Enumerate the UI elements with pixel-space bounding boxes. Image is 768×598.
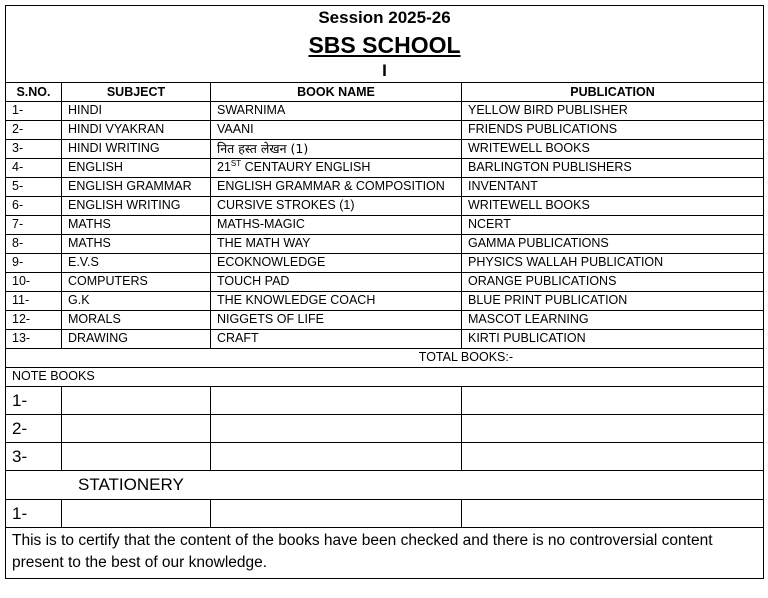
book-cell: TOUCH PAD xyxy=(211,273,462,292)
table-row xyxy=(6,330,764,349)
book-cell: THE KNOWLEDGE COACH xyxy=(211,292,462,311)
subject-cell: HINDI xyxy=(62,102,211,121)
subject-cell: COMPUTERS xyxy=(62,273,211,292)
total-books-label: TOTAL BOOKS:- xyxy=(6,349,764,368)
book-cell: VAANI xyxy=(211,121,462,140)
col-header-publication: PUBLICATION xyxy=(462,83,764,102)
book-cell: ENGLISH GRAMMAR & COMPOSITION xyxy=(211,178,462,197)
notebook-sno: 1- xyxy=(6,387,62,415)
book-cell xyxy=(211,159,462,178)
stationery-label: STATIONERY xyxy=(6,471,764,500)
notebook-name-cell[interactable] xyxy=(211,443,462,471)
stationery-name-cell[interactable] xyxy=(211,500,462,528)
notebooks-header-row xyxy=(6,368,764,387)
publication-cell: GAMMA PUBLICATIONS xyxy=(462,235,764,254)
book-cell: SWARNIMA xyxy=(211,102,462,121)
notebook-row xyxy=(6,387,764,415)
book-superscript: ST xyxy=(230,158,242,168)
notebook-row xyxy=(6,415,764,443)
publication-cell: FRIENDS PUBLICATIONS xyxy=(462,121,764,140)
stationery-row xyxy=(6,500,764,528)
col-header-book: BOOK NAME xyxy=(211,83,462,102)
book-cell: ECOKNOWLEDGE xyxy=(211,254,462,273)
publication-cell: KIRTI PUBLICATION xyxy=(462,330,764,349)
table-row xyxy=(6,273,764,292)
subject-cell: HINDI VYAKRAN xyxy=(62,121,211,140)
table-row xyxy=(6,197,764,216)
notebook-subject-cell[interactable] xyxy=(62,415,211,443)
sno-cell: 11- xyxy=(6,292,62,311)
header-block xyxy=(6,6,764,83)
book-cell: नित हस्त लेखन (1) xyxy=(211,140,462,159)
notebook-name-cell[interactable] xyxy=(211,387,462,415)
subject-cell: ENGLISH GRAMMAR xyxy=(62,178,211,197)
publication-cell: BLUE PRINT PUBLICATION xyxy=(462,292,764,311)
sno-cell: 10- xyxy=(6,273,62,292)
subject-cell: MATHS xyxy=(62,216,211,235)
sno-cell: 5- xyxy=(6,178,62,197)
notebook-subject-cell[interactable] xyxy=(62,387,211,415)
sno-cell: 6- xyxy=(6,197,62,216)
book-cell: THE MATH WAY xyxy=(211,235,462,254)
book-prefix: 21 xyxy=(217,160,231,174)
table-row xyxy=(6,159,764,178)
table-row xyxy=(6,235,764,254)
book-cell: NIGGETS OF LIFE xyxy=(211,311,462,330)
publication-cell: ORANGE PUBLICATIONS xyxy=(462,273,764,292)
book-cell: CRAFT xyxy=(211,330,462,349)
session-title: Session 2025-26 xyxy=(318,8,451,27)
sno-cell: 4- xyxy=(6,159,62,178)
publication-cell: WRITEWELL BOOKS xyxy=(462,140,764,159)
subject-cell: ENGLISH WRITING xyxy=(62,197,211,216)
notebook-publication-cell[interactable] xyxy=(462,443,764,471)
book-suffix: CENTAURY ENGLISH xyxy=(241,160,371,174)
stationery-item-cell[interactable] xyxy=(62,500,211,528)
school-name: SBS SCHOOL xyxy=(308,32,461,58)
notebook-subject-cell[interactable] xyxy=(62,443,211,471)
subject-cell: E.V.S xyxy=(62,254,211,273)
col-header-sno: S.NO. xyxy=(6,83,62,102)
notebook-publication-cell[interactable] xyxy=(462,415,764,443)
book-cell: CURSIVE STROKES (1) xyxy=(211,197,462,216)
stationery-publication-cell[interactable] xyxy=(462,500,764,528)
stationery-header-row xyxy=(6,471,764,500)
publication-cell: PHYSICS WALLAH PUBLICATION xyxy=(462,254,764,273)
table-row xyxy=(6,140,764,159)
publication-cell: NCERT xyxy=(462,216,764,235)
total-row xyxy=(6,349,764,368)
certificate-row xyxy=(6,528,764,579)
subject-cell: MATHS xyxy=(62,235,211,254)
sno-cell: 1- xyxy=(6,102,62,121)
notebook-row xyxy=(6,443,764,471)
sno-cell: 8- xyxy=(6,235,62,254)
publication-cell: WRITEWELL BOOKS xyxy=(462,197,764,216)
sno-cell: 13- xyxy=(6,330,62,349)
table-row xyxy=(6,178,764,197)
subject-cell: MORALS xyxy=(62,311,211,330)
sno-cell: 12- xyxy=(6,311,62,330)
sno-cell: 7- xyxy=(6,216,62,235)
book-list-table xyxy=(5,5,764,579)
table-row xyxy=(6,254,764,273)
table-row xyxy=(6,102,764,121)
book-cell: MATHS-MAGIC xyxy=(211,216,462,235)
subject-cell: G.K xyxy=(62,292,211,311)
table-row xyxy=(6,216,764,235)
subject-cell: ENGLISH xyxy=(62,159,211,178)
stationery-sno: 1- xyxy=(6,500,62,528)
publication-cell: MASCOT LEARNING xyxy=(462,311,764,330)
class-label: I xyxy=(382,61,387,80)
col-header-subject: SUBJECT xyxy=(62,83,211,102)
sno-cell: 9- xyxy=(6,254,62,273)
notebook-name-cell[interactable] xyxy=(211,415,462,443)
table-row xyxy=(6,292,764,311)
notebook-sno: 2- xyxy=(6,415,62,443)
subject-cell: DRAWING xyxy=(62,330,211,349)
column-header-row xyxy=(6,83,764,102)
notebook-publication-cell[interactable] xyxy=(462,387,764,415)
sno-cell: 3- xyxy=(6,140,62,159)
notebook-sno: 3- xyxy=(6,443,62,471)
notebooks-label: NOTE BOOKS xyxy=(6,368,764,387)
subject-cell: HINDI WRITING xyxy=(62,140,211,159)
certificate-text: This is to certify that the content of the books have been checked and there is no controversial content present to the best of our knowledge. xyxy=(6,528,764,579)
sno-cell: 2- xyxy=(6,121,62,140)
table-row xyxy=(6,311,764,330)
table-row xyxy=(6,121,764,140)
publication-cell: INVENTANT xyxy=(462,178,764,197)
publication-cell: BARLINGTON PUBLISHERS xyxy=(462,159,764,178)
publication-cell: YELLOW BIRD PUBLISHER xyxy=(462,102,764,121)
